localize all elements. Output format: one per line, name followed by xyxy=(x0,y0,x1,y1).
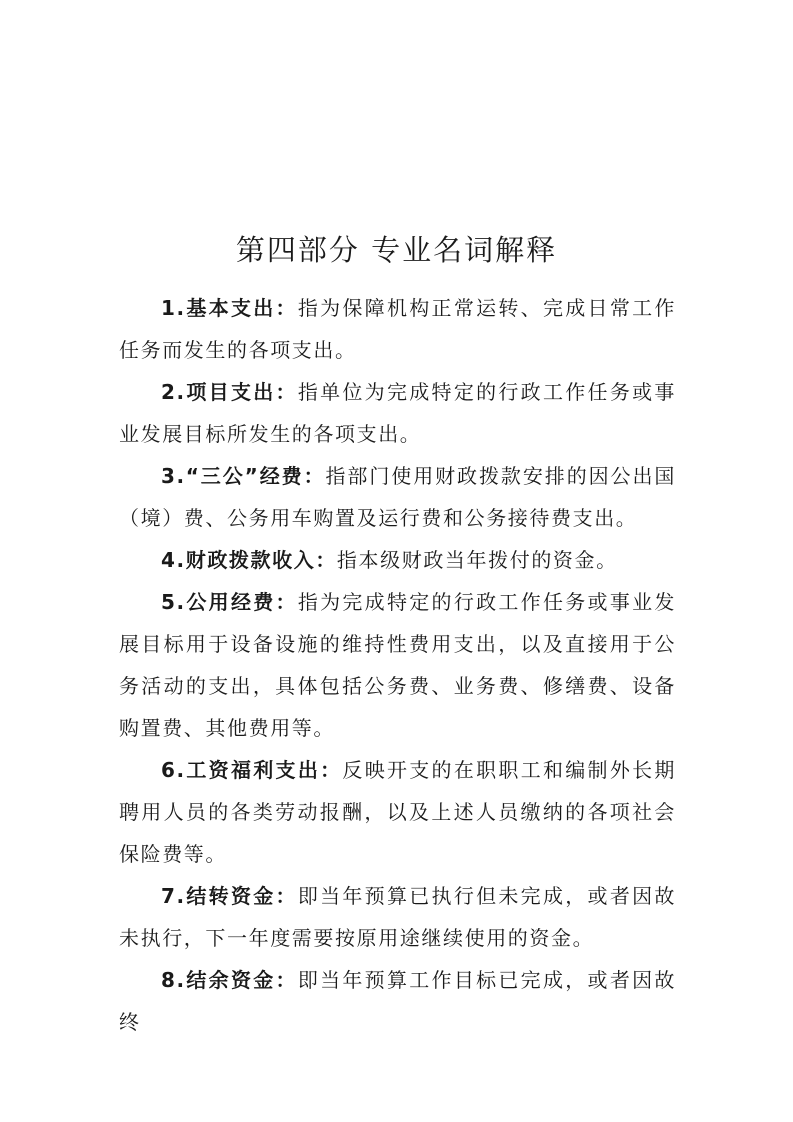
glossary-definition: 即当年预算工作目标已完成，或者因故终 xyxy=(119,968,676,1034)
glossary-term: 4.财政拨款收入： xyxy=(161,548,337,572)
page-title: 第四部分 专业名词解释 xyxy=(235,233,558,267)
glossary-term: 8.结余资金： xyxy=(161,968,298,992)
glossary-item-6 xyxy=(119,749,676,875)
glossary-item-2 xyxy=(119,371,676,455)
glossary-item-1 xyxy=(119,287,676,371)
glossary-item-3 xyxy=(119,455,676,539)
glossary-term: 5.公用经费： xyxy=(161,590,298,614)
glossary-definition: 指单位为完成特定的行政工作任务或事业发展目标所发生的各项支出。 xyxy=(119,380,676,446)
glossary-definition: 指为保障机构正常运转、完成日常工作任务而发生的各项支出。 xyxy=(119,296,676,362)
glossary-term: 7.结转资金： xyxy=(161,884,298,908)
glossary-definition: 指部门使用财政拨款安排的因公出国（境）费、公务用车购置及运行费和公务接待费支出。 xyxy=(119,464,677,530)
glossary-item-7 xyxy=(119,875,676,959)
glossary-body xyxy=(119,287,676,1043)
glossary-definition: 反映开支的在职职工和编制外长期聘用人员的各类劳动报酬，以及上述人员缴纳的各项社会保险费等。 xyxy=(119,758,677,866)
glossary-term: 1.基本支出： xyxy=(161,296,298,320)
glossary-item-5 xyxy=(119,581,676,749)
glossary-definition: 指为完成特定的行政工作任务或事业发展目标用于设备设施的维持性费用支出，以及直接用于公务活动的支出，具体包括公务费、业务费、修缮费、设备购置费、其他费用等。 xyxy=(119,590,676,740)
glossary-definition: 指本级财政当年拨付的资金。 xyxy=(336,548,618,572)
glossary-term: 6.工资福利支出： xyxy=(161,758,343,782)
glossary-term: 3.“三公”经费： xyxy=(161,464,326,488)
glossary-definition: 即当年预算已执行但未完成，或者因故未执行，下一年度需要按原用途继续使用的资金。 xyxy=(119,884,676,950)
glossary-item-8 xyxy=(119,959,676,1043)
glossary-term: 2.项目支出： xyxy=(161,380,298,404)
glossary-item-4 xyxy=(119,539,676,581)
